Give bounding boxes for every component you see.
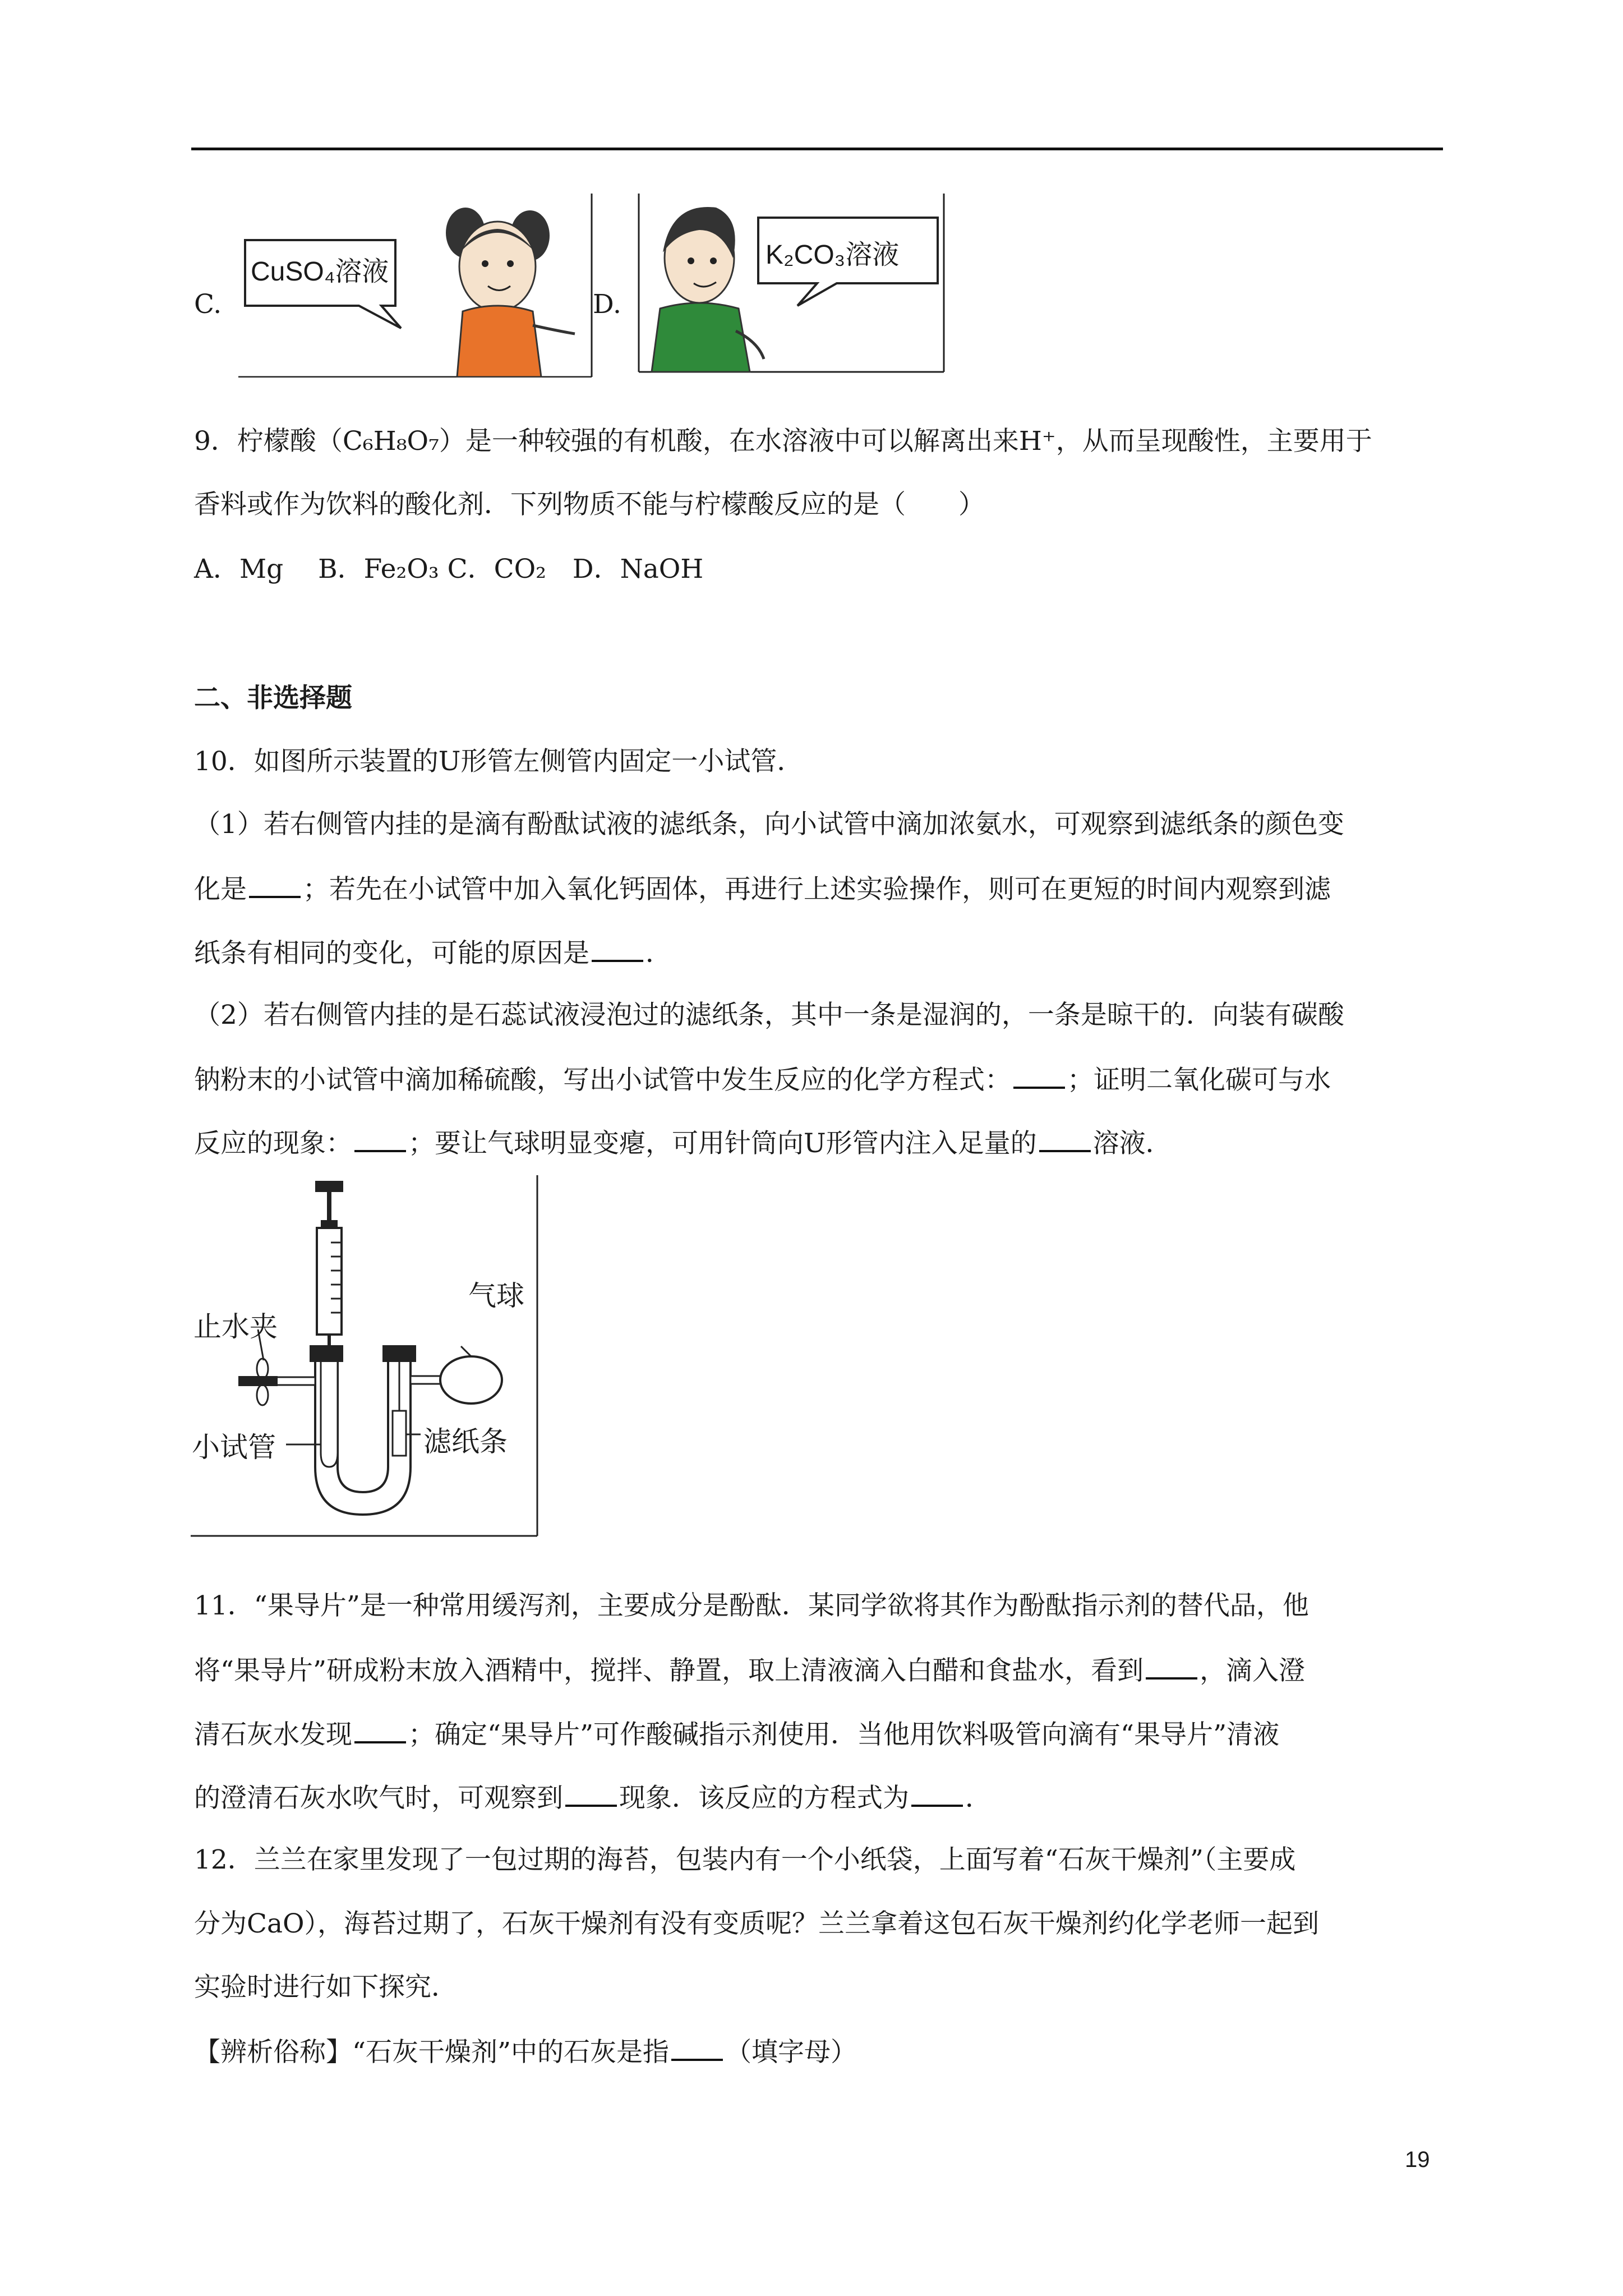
answer-blank[interactable] — [354, 1717, 406, 1743]
label-clamp: 止水夹 — [193, 1311, 278, 1342]
q10-part2-line-1: （2）若右侧管内挂的是石蕊试液浸泡过的滤纸条，其中一条是湿润的，一条是晾干的．向装有碳酸 — [194, 1000, 1344, 1030]
text: 化是 — [194, 874, 247, 905]
text: ． — [965, 1783, 992, 1814]
text: 溶液． — [1092, 1128, 1172, 1159]
answer-blank[interactable] — [911, 1780, 963, 1807]
q10-part2-line-2 — [194, 1062, 1331, 1097]
text: 清石灰水发现 — [194, 1719, 352, 1750]
label-small-tube: 小试管 — [192, 1432, 276, 1463]
text: 钠粉末的小试管中滴加稀硫酸，写出小试管中发生反应的化学方程式： — [194, 1065, 1011, 1096]
q10-part1-line-1: （1）若右侧管内挂的是滴有酚酞试液的滤纸条，向小试管中滴加浓氨水，可观察到滤纸条的颜色变 — [194, 809, 1344, 840]
q11-line-4 — [194, 1780, 992, 1815]
text: 现象．该反应的方程式为 — [619, 1783, 909, 1814]
q12-line-3: 实验时进行如下探究． — [194, 1972, 458, 2003]
option-c-label: C. — [194, 289, 222, 320]
answer-blank[interactable] — [249, 871, 301, 898]
q9-line-2: 香料或作为饮料的酸化剂．下列物质不能与柠檬酸反应的是（ ） — [194, 489, 985, 520]
q11-line-3 — [194, 1717, 1279, 1752]
q12-line-2: 分为CaO），海苔过期了，石灰干燥剂有没有变质呢？兰兰拿着这包石灰干燥剂约化学老师一起到 — [194, 1908, 1320, 1939]
answer-blank[interactable] — [565, 1780, 617, 1807]
option-d-bubble-text: K₂CO₃溶液 — [766, 240, 900, 270]
text: ，滴入澄 — [1200, 1655, 1306, 1686]
text: 纸条有相同的变化，可能的原因是 — [194, 938, 589, 969]
q10-part2-line-3 — [194, 1125, 1172, 1161]
text: ；要让气球明显变瘪，可用针筒向U形管内注入足量的 — [408, 1128, 1037, 1159]
text: ；证明二氧化碳可与水 — [1067, 1065, 1331, 1096]
answer-blank[interactable] — [1013, 1062, 1065, 1089]
answer-blank[interactable] — [1039, 1125, 1091, 1152]
text: 反应的现象： — [194, 1128, 352, 1159]
q12-line-1: 12．兰兰在家里发现了一包过期的海苔，包装内有一个小纸袋，上面写着“石灰干燥剂”（主要成 — [194, 1844, 1296, 1875]
text: ；若先在小试管中加入氧化钙固体，再进行上述实验操作，则可在更短的时间内观察到滤 — [303, 874, 1331, 905]
q12-line-4 — [194, 2034, 857, 2069]
q11-line-1: 11．“果导片”是一种常用缓泻剂，主要成分是酚酞．某同学欲将其作为酚酞指示剂的替代品，他 — [194, 1590, 1309, 1621]
answer-blank[interactable] — [592, 935, 643, 962]
page-number: 19 — [1405, 2147, 1430, 2172]
q11-line-2 — [194, 1653, 1305, 1688]
option-d-image — [638, 191, 945, 373]
text: ；确定“果导片”可作酸碱指示剂使用．当他用饮料吸管向滴有“果导片”清液 — [408, 1719, 1280, 1750]
answer-blank[interactable] — [1146, 1653, 1197, 1680]
text: 【辨析俗称】“石灰干燥剂”中的石灰是指 — [194, 2037, 670, 2068]
answer-blank[interactable] — [671, 2034, 723, 2061]
q10-part1-line-2 — [194, 871, 1331, 907]
answer-blank[interactable] — [354, 1125, 406, 1152]
u-tube-apparatus-diagram — [191, 1175, 538, 1537]
option-c-bubble-text: CuSO₄溶液 — [251, 257, 389, 287]
q10-intro: 10．如图所示装置的U形管左侧管内固定一小试管． — [194, 746, 804, 777]
text: （填字母） — [725, 2037, 857, 2068]
text: ． — [645, 938, 672, 969]
header-rule — [191, 148, 1443, 150]
q10-part1-line-3 — [194, 935, 672, 970]
label-balloon: 气球 — [468, 1280, 524, 1312]
text: 将“果导片”研成粉末放入酒精中，搅拌、静置，取上清液滴入白醋和食盐水，看到 — [194, 1655, 1144, 1686]
q9-line-1: 9．柠檬酸（C₆H₈O₇）是一种较强的有机酸，在水溶液中可以解离出来H⁺，从而呈现酸性，主要用于 — [194, 426, 1372, 457]
text: 的澄清石灰水吹气时，可观察到 — [194, 1783, 563, 1814]
section-title: 二、非选择题 — [194, 683, 352, 714]
option-d-label: D. — [593, 289, 621, 320]
label-filter-strip: 滤纸条 — [423, 1426, 508, 1457]
q9-options: A．Mg B．Fe₂O₃ C．CO₂ D．NaOH — [194, 554, 704, 585]
